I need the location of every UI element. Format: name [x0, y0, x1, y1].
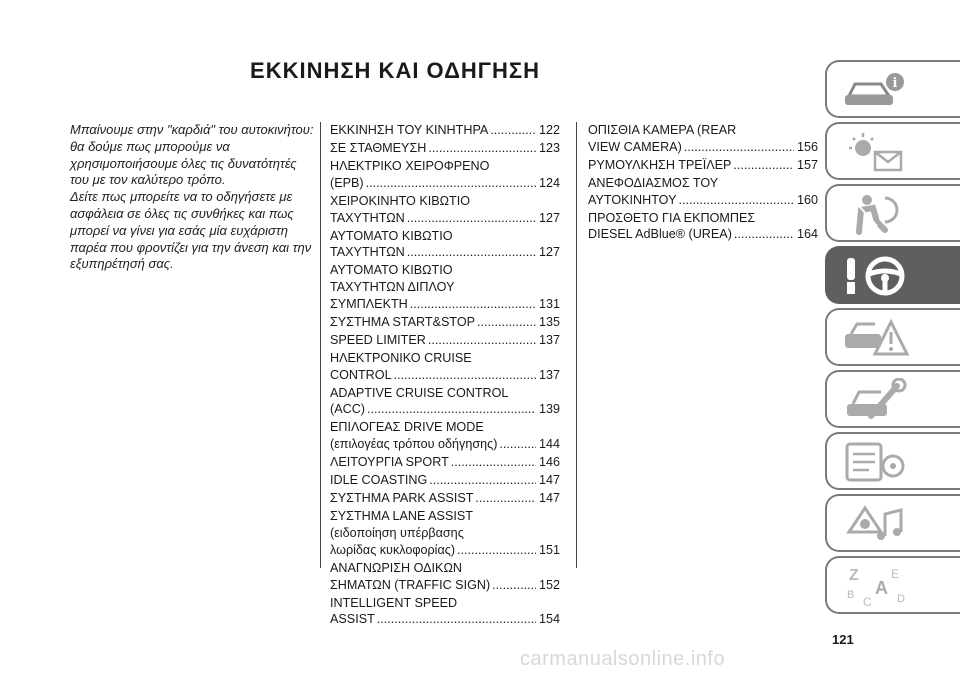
toc-entry[interactable] [330, 193, 560, 227]
toc-entry-row [330, 436, 560, 453]
toc-entry[interactable] [330, 262, 560, 312]
toc-page-number: 157 [796, 157, 818, 172]
toc-page-number: 137 [538, 367, 560, 382]
dot-leader [734, 226, 794, 243]
dot-leader [377, 611, 536, 628]
page-number: 121 [832, 632, 854, 647]
toc-entry[interactable] [330, 122, 560, 139]
toc-entry[interactable] [330, 419, 560, 453]
tab-car-info[interactable] [825, 60, 960, 118]
toc-page-number: 160 [796, 192, 818, 207]
index-letter: B [847, 589, 855, 601]
toc-entry-row [330, 140, 560, 157]
toc-entry-title-line: ΑΥΤΟΜΑΤΟ ΚΙΒΩΤΙΟ [330, 263, 453, 278]
toc-entry-title: ΣΕ ΣΤΑΘΜΕΥΣΗ [330, 140, 427, 155]
toc-entry-row [330, 175, 560, 192]
toc-entry[interactable] [330, 332, 560, 349]
toc-page-number: 154 [538, 612, 560, 627]
toc-entry[interactable] [330, 228, 560, 262]
toc-entry[interactable] [330, 454, 560, 471]
toc-entry[interactable] [588, 122, 818, 156]
toc-entry[interactable] [330, 350, 560, 384]
toc-entry-title: (επιλογέας τρόπου οδήγησης) [330, 437, 498, 452]
toc-entry-title: ASSIST [330, 612, 375, 627]
tab-lights-warning[interactable] [825, 122, 960, 180]
index-letter: Z [849, 567, 859, 584]
toc-entry[interactable] [588, 175, 818, 209]
toc-entry-title-line: INTELLIGENT SPEED [330, 595, 458, 610]
toc-entry-row [330, 314, 560, 331]
toc-entry-title: ΣΗΜΑΤΩΝ (TRAFFIC SIGN) [330, 577, 491, 592]
toc-entry-title-line: ΟΠΙΣΘΙΑ ΚΑΜΕΡΑ (REAR [588, 123, 737, 137]
toc-entry-title-line: (ειδοποίηση υπέρβασης [330, 525, 464, 540]
toc-entry-title: VIEW CAMERA) [588, 139, 682, 154]
toc-entry-row [330, 210, 560, 227]
toc-entry-title-line: ΣΥΣΤΗΜΑ LANE ASSIST [330, 509, 473, 524]
toc-entry-title-line: ΗΛΕΚΤΡΟΝΙΚΟ CRUISE [330, 350, 472, 365]
svg-text:i: i [892, 76, 898, 91]
toc-entry-title: ΕΚΚΙΝΗΣΗ ΤΟΥ ΚΙΝΗΤΗΡΑ [330, 123, 489, 137]
index-letter: C [863, 595, 872, 608]
toc-entry-row [330, 367, 560, 384]
alphabetical-index-icon [841, 564, 911, 608]
car-info-icon [841, 68, 911, 112]
toc-entry[interactable] [588, 157, 818, 174]
toc-page-number: 137 [538, 332, 560, 347]
column-divider [320, 122, 321, 568]
toc-entry-title: IDLE COASTING [330, 473, 428, 488]
dot-leader [477, 314, 536, 331]
toc-entry-title-line: ΗΛΕΚΤΡΙΚΟ ΧΕΙΡΟΦΡΕΝΟ [330, 158, 490, 173]
tab-maintenance[interactable] [825, 370, 960, 428]
intro-text [70, 122, 316, 273]
dot-leader [429, 472, 536, 489]
footer-watermark: carmanualsonline.info [520, 648, 726, 670]
dot-leader [492, 577, 536, 594]
toc-entry[interactable] [330, 508, 560, 558]
dot-leader [678, 192, 794, 209]
toc-entry[interactable] [330, 490, 560, 507]
hazard-car-icon [841, 316, 911, 360]
toc-entry-title: CONTROL [330, 367, 392, 382]
key-steering-wheel-icon [841, 254, 911, 298]
multimedia-icon [841, 502, 911, 546]
dot-leader [457, 542, 536, 559]
dot-leader [428, 140, 536, 157]
toc-entry-title-line: ΤΑΧΥΤΗΤΩΝ ΔΙΠΛΟΥ [330, 280, 455, 295]
toc-page-number: 139 [538, 402, 560, 417]
toc-page-number: 147 [538, 473, 560, 488]
toc-column-left [330, 122, 560, 629]
dot-leader [410, 296, 536, 313]
dot-leader [367, 401, 536, 418]
toc-page-number: 127 [538, 210, 560, 225]
tab-emergency[interactable] [825, 308, 960, 366]
dot-leader [407, 210, 536, 227]
toc-page-number: 146 [538, 455, 560, 470]
toc-entry-row [330, 472, 560, 489]
toc-entry-title: SPEED LIMITER [330, 332, 426, 347]
toc-entry-title: ΑΥΤΟΚΙΝΗΤΟΥ [588, 192, 677, 207]
dot-leader [394, 367, 536, 384]
toc-entry-title-line: ADAPTIVE CRUISE CONTROL [330, 385, 509, 400]
lights-warning-icon [841, 130, 911, 174]
dot-leader [475, 490, 536, 507]
page-title: ΕΚΚΙΝΗΣΗ ΚΑΙ ΟΔΗΓΗΣΗ [250, 58, 540, 83]
toc-entry[interactable] [330, 560, 560, 594]
toc-page-number: 156 [796, 139, 818, 154]
toc-page-number: 131 [538, 296, 560, 311]
toc-page-number: 135 [538, 314, 560, 329]
toc-entry-title-line: ΠΡΟΣΘΕΤΟ ΓΙΑ ΕΚΠΟΜΠΕΣ [588, 210, 756, 225]
toc-entry-row [588, 139, 818, 156]
toc-entry-title-line: ΑΥΤΟΜΑΤΟ ΚΙΒΩΤΙΟ [330, 228, 453, 243]
toc-entry-title: ΤΑΧΥΤΗΤΩΝ [330, 210, 405, 225]
toc-entry-row [330, 244, 560, 261]
tab-index[interactable] [825, 556, 960, 614]
index-letter: E [891, 567, 900, 581]
toc-entry-row [330, 401, 560, 418]
toc-entry-row [330, 296, 560, 313]
index-letter: D [897, 593, 905, 605]
toc-entry-title: λωρίδας κυκλοφορίας) [330, 542, 456, 557]
toc-entry-row [330, 454, 560, 471]
toc-entry-title: (ACC) [330, 402, 365, 417]
dot-leader [499, 436, 536, 453]
toc-page-number: 127 [538, 245, 560, 260]
toc-entry-row [330, 332, 560, 349]
toc-entry-title-line: ΧΕΙΡΟΚΙΝΗΤΟ ΚΙΒΩΤΙΟ [330, 193, 471, 208]
toc-entry[interactable] [330, 595, 560, 629]
toc-entry-title: DIESEL AdBlue® (UREA) [588, 227, 732, 242]
toc-entry[interactable] [330, 385, 560, 419]
dot-leader [428, 332, 536, 349]
toc-page-number: 147 [538, 491, 560, 506]
toc-entry-row [588, 192, 818, 209]
toc-entry-title: ΛΕΙΤΟΥΡΓΙΑ SPORT [330, 455, 449, 470]
toc-entry-title: ΤΑΧΥΤΗΤΩΝ [330, 245, 405, 260]
toc-entry-row [330, 577, 560, 594]
toc-entry-title-line: ΑΝΕΦΟΔΙΑΣΜΟΣ ΤΟΥ [588, 175, 719, 190]
toc-entry[interactable] [330, 314, 560, 331]
toc-entry-title-line: ΕΠΙΛΟΓΕΑΣ DRIVE MODE [330, 420, 484, 435]
toc-page-number: 124 [538, 175, 560, 190]
toc-entry-title: ΡΥΜΟΥΛΚΗΣΗ ΤΡΕΪΛΕΡ [588, 157, 732, 172]
toc-page-number: 164 [796, 227, 818, 242]
column-divider [576, 122, 577, 568]
toc-entry-title: (EPB) [330, 175, 364, 190]
toc-entry-title: ΣΥΣΤΗΜΑ PARK ASSIST [330, 491, 474, 506]
toc-entry-title: ΣΥΣΤΗΜΑ START&STOP [330, 314, 476, 329]
dot-leader [366, 175, 536, 192]
specifications-icon [841, 440, 911, 484]
toc-entry[interactable] [330, 158, 560, 192]
toc-entry-row [330, 490, 560, 507]
toc-entry[interactable] [588, 210, 818, 244]
toc-page-number: 123 [538, 140, 560, 155]
toc-page-number: 144 [538, 437, 560, 452]
tab-starting-driving[interactable] [825, 246, 960, 304]
toc-entry-title-line: ΑΝΑΓΝΩΡΙΣΗ ΟΔΙΚΩΝ [330, 560, 462, 575]
index-letter: A [875, 578, 888, 598]
dot-leader [684, 139, 794, 156]
toc-entry-row [588, 157, 818, 174]
toc-column-right [588, 122, 818, 244]
intro-paragraph: Μπαίνουμε στην "καρδιά" του αυτοκινήτου: θα δούμε πως μπορούμε να χρησιμοποιήσουμε όλες τις δυνατότητές του με τον καλύτερο τρόπο. [70, 122, 314, 188]
tab-safety[interactable] [825, 184, 960, 242]
toc-entry-row [330, 122, 560, 139]
toc-page-number: 151 [538, 542, 560, 557]
tab-multimedia[interactable] [825, 494, 960, 552]
wrench-car-icon [841, 378, 911, 422]
seatbelt-airbag-icon [841, 192, 911, 236]
toc-page-number: 122 [538, 123, 560, 137]
toc-entry-title: ΣΥΜΠΛΕΚΤΗ [330, 296, 408, 311]
toc-entry-row [330, 611, 560, 628]
toc-entry[interactable] [330, 472, 560, 489]
toc-entry-row [588, 226, 818, 243]
tab-specifications[interactable] [825, 432, 960, 490]
dot-leader [733, 157, 794, 174]
intro-paragraph: Δείτε πως μπορείτε να το οδηγήσετε με ασφάλεια σε όλες τις συνθήκες και πως μπορεί να γίνει για εσάς μία ευχάριστη παρέα που φροντίζει για την άνεση και την εξυπηρέτησή σας. [70, 189, 312, 272]
dot-leader [451, 454, 536, 471]
toc-entry-row [330, 542, 560, 559]
dot-leader [490, 122, 536, 139]
toc-page-number: 152 [538, 577, 560, 592]
toc-entry[interactable] [330, 140, 560, 157]
dot-leader [407, 244, 536, 261]
